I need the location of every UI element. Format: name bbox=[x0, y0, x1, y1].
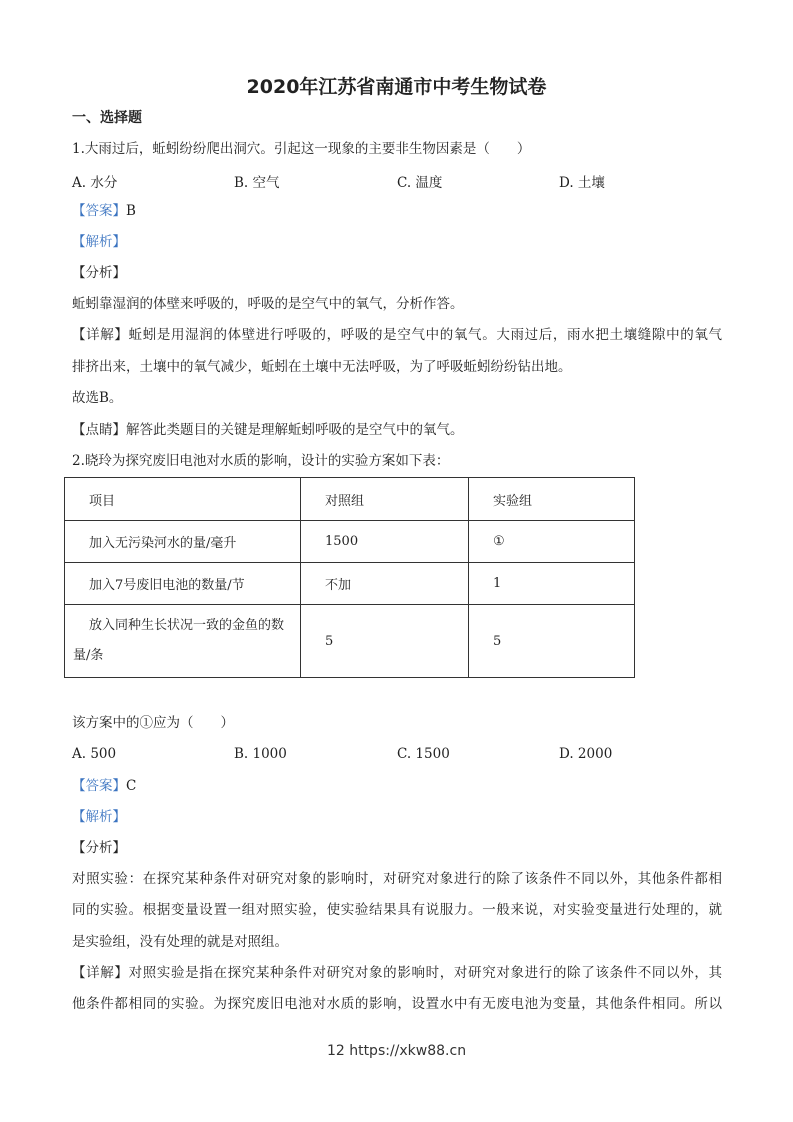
q1-stem: 1.大雨过后，蚯蚓纷纷爬出洞穴。引起这一现象的主要非生物因素是（ ） bbox=[72, 141, 531, 157]
q2-fenxi-2: 同的实验。根据变量设置一组对照实验，使实验结果具有说服力。一般来说，对实验变量进行处理的，就 bbox=[72, 902, 722, 918]
xiangjie-text: 蚯蚓是用湿润的体壁进行呼吸的，呼吸的是空气中的氧气。大雨过后，雨水把土壤缝隙中的氧气 bbox=[128, 327, 722, 343]
q1-analysis-label: 【解析】 bbox=[72, 234, 126, 250]
q1-option-c: C. 温度 bbox=[397, 175, 443, 191]
xiangjie-label: 【详解】 bbox=[72, 965, 129, 981]
q1-option-d: D. 土壤 bbox=[559, 175, 605, 191]
table-cell: 1500 bbox=[301, 521, 469, 563]
xiangjie-text: 对照实验是指在探究某种条件对研究对象的影响时，对研究对象进行的除了该条件不同以外，其 bbox=[128, 965, 722, 981]
q2-question: 该方案中的①应为（ ） bbox=[72, 715, 234, 731]
q1-fenxi-label: 【分析】 bbox=[72, 265, 126, 281]
q2-fenxi-1: 对照实验：在探究某种条件对研究对象的影响时，对研究对象进行的除了该条件不同以外，其他条件都相 bbox=[72, 871, 722, 887]
q2-analysis-label: 【解析】 bbox=[72, 809, 126, 825]
answer-value: C bbox=[126, 778, 137, 794]
q1-xiangjie-2: 排挤出来，土壤中的氧气减少，蚯蚓在土壤中无法呼吸，为了呼吸蚯蚓纷纷钻出地。 bbox=[72, 359, 572, 375]
q1-answer bbox=[72, 202, 136, 220]
table-cell: 放入同种生长状况一致的金鱼的数量/条 bbox=[65, 605, 301, 678]
q2-answer bbox=[72, 777, 136, 795]
table-cell: 1 bbox=[469, 563, 635, 605]
table-header: 对照组 bbox=[301, 478, 469, 521]
q2-stem: 2.晓玲为探究废旧电池对水质的影响，设计的实验方案如下表： bbox=[72, 453, 450, 469]
table-cell: 不加 bbox=[301, 563, 469, 605]
q1-xiangjie-1 bbox=[72, 326, 722, 344]
q2-option-c: C. 1500 bbox=[397, 746, 450, 762]
page-title: 2020年江苏省南通市中考生物试卷 bbox=[246, 76, 547, 98]
q1-option-b: B. 空气 bbox=[234, 175, 280, 191]
table-cell: 5 bbox=[469, 605, 635, 678]
answer-label: 【答案】 bbox=[72, 778, 126, 794]
table-row bbox=[65, 605, 635, 678]
q1-dianjing bbox=[72, 421, 464, 439]
q2-option-b: B. 1000 bbox=[234, 746, 287, 762]
dianjing-text: 解答此类题目的关键是理解蚯蚓呼吸的是空气中的氧气。 bbox=[126, 422, 464, 438]
q2-fenxi-label: 【分析】 bbox=[72, 840, 126, 856]
dianjing-label: 【点睛】 bbox=[72, 422, 126, 438]
q1-option-a: A. 水分 bbox=[72, 175, 118, 191]
xiangjie-label: 【详解】 bbox=[72, 327, 129, 343]
table-cell: 加入无污染河水的量/毫升 bbox=[65, 521, 301, 563]
table-row bbox=[65, 563, 635, 605]
answer-label: 【答案】 bbox=[72, 203, 126, 219]
q1-choice: 故选B。 bbox=[72, 390, 123, 406]
table-header-row bbox=[65, 478, 635, 521]
page-footer: 12 https://xkw88.cn bbox=[326, 1043, 467, 1059]
table-header: 实验组 bbox=[469, 478, 635, 521]
q1-fenxi: 蚯蚓靠湿润的体壁来呼吸的，呼吸的是空气中的氧气，分析作答。 bbox=[72, 296, 464, 312]
q2-fenxi-3: 是实验组，没有处理的就是对照组。 bbox=[72, 934, 288, 950]
table-row bbox=[65, 521, 635, 563]
table-header: 项目 bbox=[65, 478, 301, 521]
q2-option-d: D. 2000 bbox=[559, 746, 613, 762]
q2-option-a: A. 500 bbox=[72, 746, 117, 762]
table-cell: 加入7号废旧电池的数量/节 bbox=[65, 563, 301, 605]
section-heading: 一、选择题 bbox=[72, 110, 142, 126]
answer-value: B bbox=[126, 203, 136, 219]
q2-xiangjie-1 bbox=[72, 964, 722, 982]
q2-xiangjie-2: 他条件都相同的实验。为探究废旧电池对水质的影响，设置水中有无废电池为变量，其他条件相同。所以 bbox=[72, 996, 722, 1012]
experiment-table bbox=[64, 477, 635, 678]
table-cell: ① bbox=[469, 521, 635, 563]
table-cell: 5 bbox=[301, 605, 469, 678]
